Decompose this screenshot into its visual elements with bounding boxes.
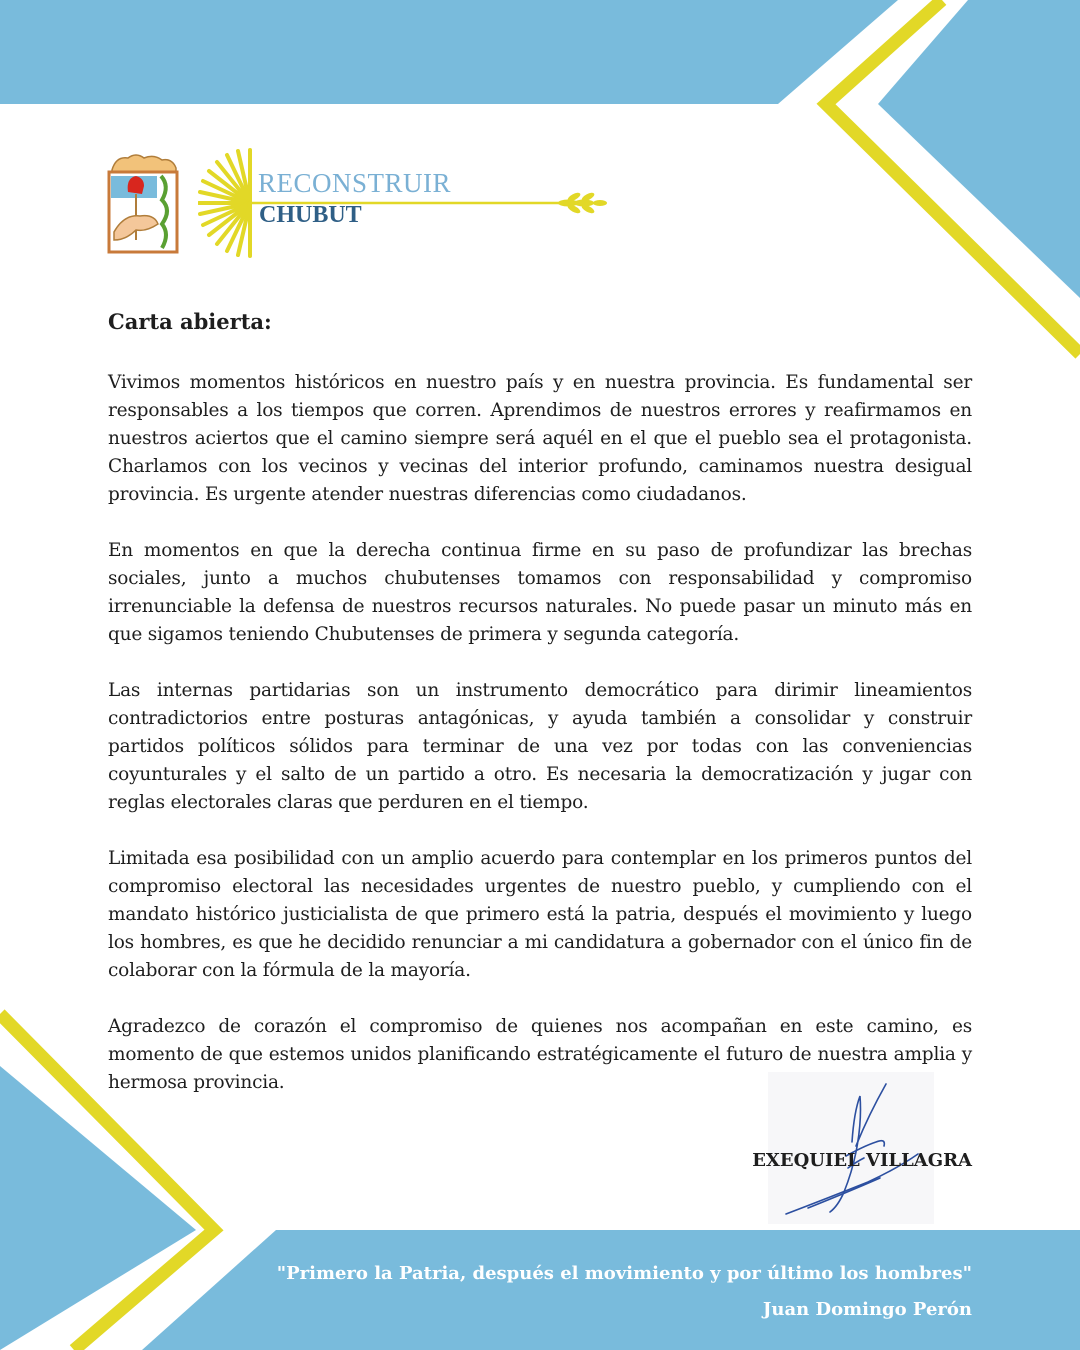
letter-paragraph-5: Agradezco de corazón el compromiso de quienes nos acompañan en este camino, es momento de que estemos unidos planificando estratégicamente el futuro de nuestra amplia y hermosa provincia. (108, 1016, 972, 1094)
letter-title: Carta abierta: (108, 309, 272, 334)
letter-paragraph-1: Vivimos momentos históricos en nuestro país y en nuestra provincia. Es fundamental ser responsables a los tiempos que corren. Aprendimos de nuestros errores y reafirmamos en nuestros aciertos que el camino siempre será aquél en el que el pueblo sea el protagonista. Charlamos con los vecinos y vecinas del interior profundo, caminamos nuestra desigual provincia. Es urgente atender nuestras diferencias como ciudadanos. (108, 372, 972, 506)
letter-paragraph-2: En momentos en que la derecha continua firme en su paso de profundizar las brechas sociales, junto a muchos chubutenses tomamos con responsabilidad y compromiso irrenunciable la defensa de nuestros recursos naturales. No puede pasar un minuto más en que sigamos teniendo Chubutenses de primera y segunda categoría. (108, 540, 972, 646)
justicialist-party-emblem-icon (106, 152, 180, 254)
handwritten-signature (768, 1072, 934, 1224)
signer-name: EXEQUIEL VILLAGRA (752, 1150, 972, 1171)
footer-quote: "Primero la Patria, después el movimiento y por último los hombres" (276, 1263, 972, 1284)
header-logo (106, 148, 526, 258)
footer-quote-author: Juan Domingo Perón (762, 1299, 972, 1320)
letter-paragraph-4: Limitada esa posibilidad con un amplio acuerdo para contemplar en los primeros puntos del compromiso electoral las necesidades urgentes de nuestro pueblo, y cumpliendo con el mandato histórico justicialista de que primero está la patria, después el movimiento y luego los hombres, es que he decidido renunciar a mi candidatura a gobernador con el único fin de colaborar con la fórmula de la mayoría. (108, 848, 972, 982)
top-blue-band (0, 0, 898, 104)
brand-title-line-1: RECONSTRUIR (258, 168, 452, 198)
brand-title-line-2: CHUBUT (259, 202, 362, 228)
letter-body (108, 308, 972, 1125)
letter-paragraph-3: Las internas partidarias son un instrumento democrático para dirimir lineamientos contradictorios entre posturas antagónicas, y ayuda también a consolidar y construir partidos políticos sólidos para terminar de una vez por todas con las conveniencias coyunturales y el salto de un partido a otro. Es necesaria la democratización y jugar con reglas electorales claras que perduren en el tiempo. (108, 680, 972, 814)
bottom-blue-band (142, 1230, 1080, 1350)
